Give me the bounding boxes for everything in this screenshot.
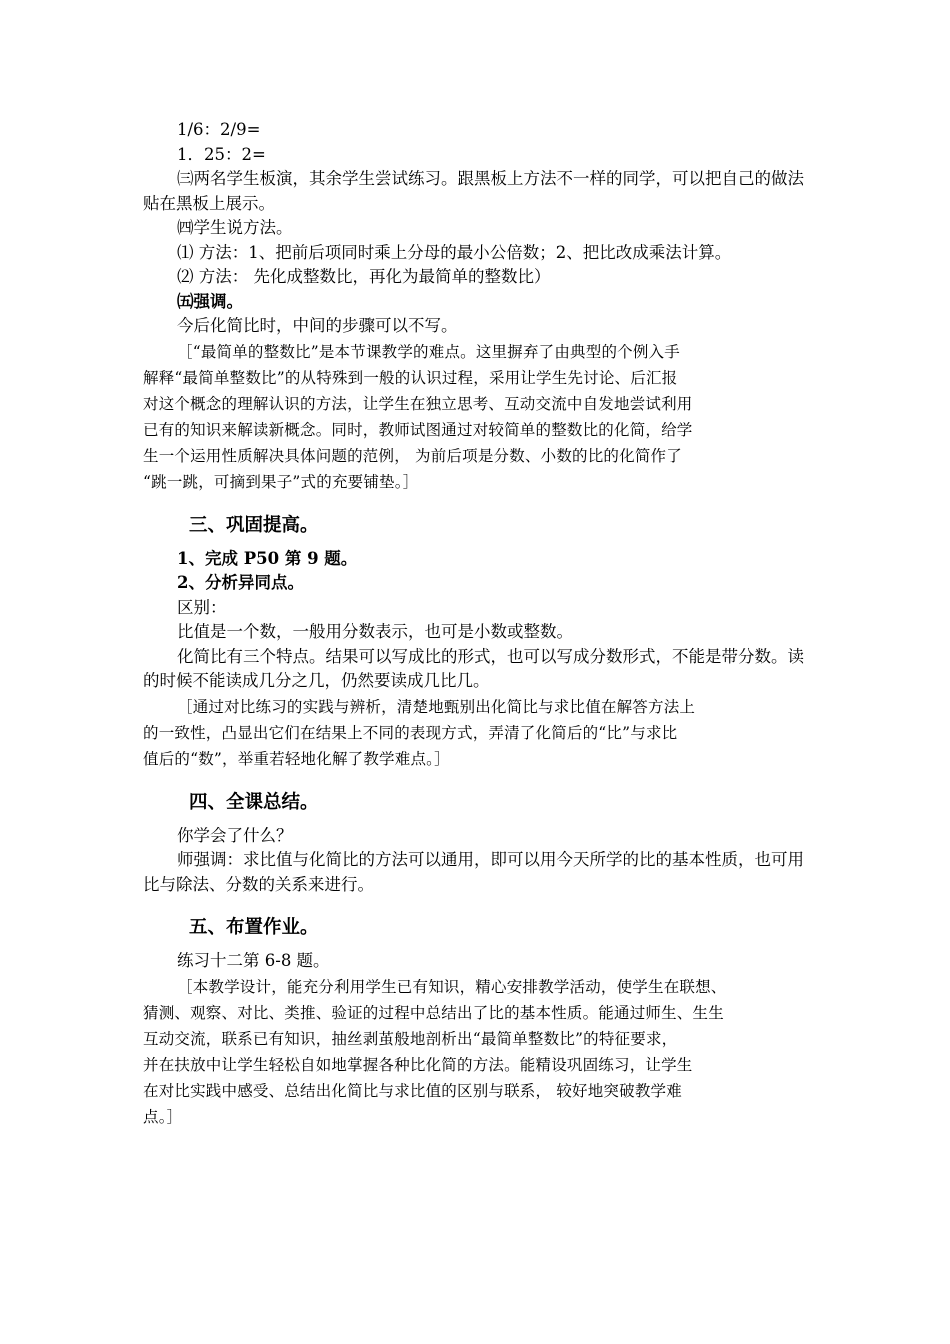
- exercise-line-2: 1．25：2=: [177, 144, 266, 164]
- comment-line: 的一致性，凸显出它们在结果上不同的表现方式，弄清了化简后的“比”与求比: [143, 723, 678, 742]
- comment-line: ［“最简单的整数比”是本节课教学的难点。这里摒弃了由典型的个例入手: [177, 342, 680, 361]
- section4-question: 你学会了什么？: [177, 825, 293, 845]
- paragraph-students-methods: ㈣学生说方法。: [177, 218, 293, 237]
- comment-line: ［本教学设计，能充分利用学生已有知识，精心安排教学活动，使学生在联想、: [177, 977, 727, 996]
- emphasis-heading: ㈤强调。: [177, 291, 243, 311]
- section3-simplify-features: 化简比有三个特点。结果可以写成比的形式，也可以写成分数形式，不能是带分数。读的时候不能读成几分之几，仍然要读成几比几。: [143, 646, 804, 690]
- teaching-comment-3: [143, 974, 815, 1130]
- comment-line: 互动交流，联系已有知识，抽丝剥茧般地剖析出“最简单整数比”的特征要求，: [143, 1029, 678, 1048]
- section3-difference-label: 区别：: [177, 597, 227, 617]
- comment-line: 已有的知识来解读新概念。同时，教师试图通过对较简单的整数比的化简，给学: [143, 420, 693, 439]
- comment-line: “跳一跳，可摘到果子”式的充要铺垫。］: [143, 472, 419, 491]
- method-1: ⑴ 方法：1、把前后项同时乘上分母的最小公倍数；2、把比改成乘法计算。: [177, 242, 732, 262]
- comment-line: 值后的“数”，举重若轻地化解了教学难点。］: [143, 749, 450, 768]
- method-2: ⑵ 方法： 先化成整数比，再化为最简单的整数比）: [177, 267, 551, 286]
- document-body: [143, 118, 815, 1130]
- comment-line: 生一个运用性质解决具体问题的范例， 为前后项是分数、小数的比的化简作了: [143, 446, 682, 465]
- comment-line: ［通过对比练习的实践与辨析，清楚地甄别出化简比与求比值在解答方法上: [177, 697, 696, 716]
- section-heading-5: 五、布置作业。: [189, 917, 319, 938]
- comment-line: 点。］: [143, 1107, 183, 1126]
- exercise-line-1: 1/6：2/9=: [177, 120, 261, 139]
- section-heading-4: 四、全课总结。: [189, 791, 319, 813]
- comment-line: 并在扶放中让学生轻松自如地掌握各种比化简的方法。能精设巩固练习，让学生: [143, 1055, 693, 1074]
- teaching-comment-2: [143, 694, 815, 772]
- section3-item-1: 1、完成 P50 第 9 题。: [177, 548, 358, 568]
- comment-line: 猜测、观察、对比、类推、验证的过程中总结出了比的基本性质。能通过师生、生生: [143, 1003, 724, 1022]
- section5-homework: 练习十二第 6-8 题。: [177, 951, 330, 970]
- teaching-comment-1: [143, 339, 815, 495]
- section-heading-3: 三、巩固提高。: [189, 514, 319, 536]
- comment-line: 解释“最简单整数比”的从特殊到一般的认识过程，采用让学生先讨论、后汇报: [143, 368, 678, 387]
- paragraph-board-practice: ㈢两名学生板演，其余学生尝试练习。跟黑板上方法不一样的同学，可以把自己的做法贴在黑板上展示。: [143, 169, 804, 213]
- comment-line: 对这个概念的理解认识的方法，让学生在独立思考、互动交流中自发地尝试利用: [143, 394, 693, 413]
- section4-teacher-emphasis: 师强调：求比值与化简比的方法可以通用，即可以用今天所学的比的基本性质，也可用比与除法、分数的关系来进行。: [143, 850, 804, 894]
- comment-line: 在对比实践中感受、总结出化简比与求比值的区别与联系， 较好地突破教学难: [143, 1081, 682, 1100]
- section3-ratio-value: 比值是一个数，一般用分数表示，也可是小数或整数。: [177, 622, 573, 641]
- section3-item-2: 2、分析异同点。: [177, 573, 304, 592]
- emphasis-text: 今后化简比时，中间的步骤可以不写。: [177, 316, 458, 335]
